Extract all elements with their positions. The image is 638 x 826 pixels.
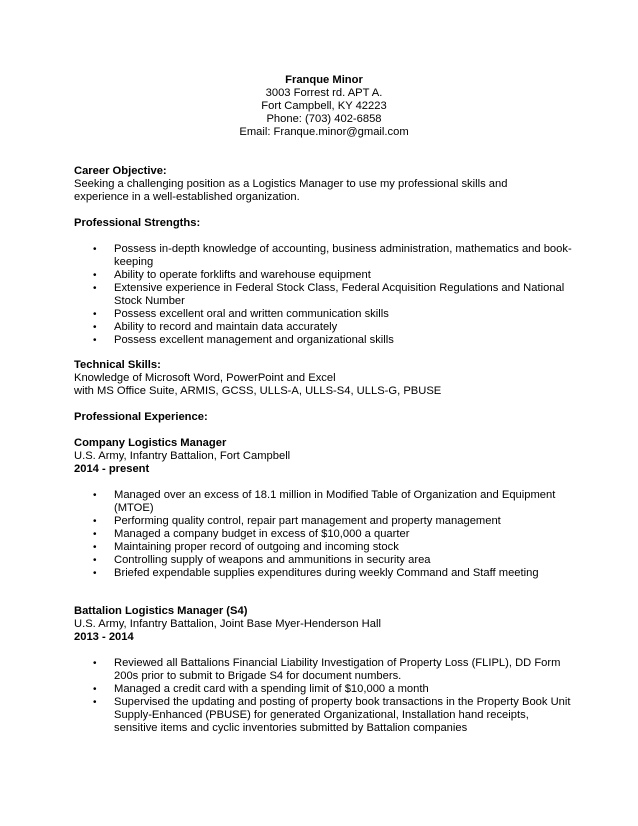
technical-skills-title: Technical Skills: <box>74 359 161 371</box>
strengths-title: Professional Strengths: <box>74 217 201 229</box>
list-item: • Maintaining proper record of outgoing and incoming stock <box>93 541 399 553</box>
list-item: • Possess excellent management and organizational skills <box>93 334 394 346</box>
candidate-name: Franque Minor <box>285 74 363 86</box>
bullet-icon: • <box>93 322 97 333</box>
strengths-list <box>74 243 574 347</box>
career-objective-title: Career Objective: <box>74 165 167 177</box>
career-objective-line: experience in a well-established organization. <box>74 191 300 203</box>
list-item: • Performing quality control, repair part management and property management <box>93 515 501 527</box>
bullet-icon: • <box>93 697 97 708</box>
address-line-1: 3003 Forrest rd. APT A. <box>265 87 383 99</box>
list-item: • Ability to operate forklifts and warehouse equipment <box>93 269 371 281</box>
resume-header <box>74 74 574 139</box>
job-duties-list <box>74 657 574 735</box>
job-entry <box>74 437 574 580</box>
bullet-icon: • <box>93 542 97 553</box>
experience-title: Professional Experience: <box>74 411 208 423</box>
list-item: • Reviewed all Battalions Financial Liability Investigation of Property Loss (FLIPL), DD Form 200s prior to submit to Brigade S4 for document numbers. <box>93 657 561 682</box>
bullet-icon: • <box>93 335 97 346</box>
list-item: • Managed over an excess of 18.1 million in Modified Table of Organization and Equipment (MTOE) <box>93 489 556 514</box>
bullet-icon: • <box>93 555 97 566</box>
job-title: Company Logistics Manager <box>74 437 227 449</box>
list-item: • Ability to record and maintain data accurately <box>93 321 338 333</box>
bullet-icon: • <box>93 568 97 579</box>
email-line: Email: Franque.minor@gmail.com <box>239 126 409 138</box>
bullet-icon: • <box>93 516 97 527</box>
job-organization: U.S. Army, Infantry Battalion, Fort Campbell <box>74 450 291 462</box>
list-item: • Extensive experience in Federal Stock Class, Federal Acquisition Regulations and National Stock Number <box>93 282 565 307</box>
job-title: Battalion Logistics Manager (S4) <box>74 605 248 617</box>
bullet-icon: • <box>93 283 97 294</box>
bullet-icon: • <box>93 529 97 540</box>
list-item: • Managed a credit card with a spending limit of $10,000 a month <box>93 683 429 695</box>
address-line-2: Fort Campbell, KY 42223 <box>261 100 387 112</box>
bullet-icon: • <box>93 490 97 501</box>
job-duties-list <box>74 489 574 580</box>
career-objective-line: Seeking a challenging position as a Logistics Manager to use my professional skills and <box>74 178 508 190</box>
bullet-icon: • <box>93 684 97 695</box>
technical-skills-line: with MS Office Suite, ARMIS, GCSS, ULLS-A, ULLS-S4, ULLS-G, PBUSE <box>74 385 442 397</box>
list-item: • Possess in-depth knowledge of accounting, business administration, mathematics and book-keeping <box>93 243 572 268</box>
career-objective-section <box>74 165 574 204</box>
technical-skills-line: Knowledge of Microsoft Word, PowerPoint and Excel <box>74 372 336 384</box>
technical-skills-section <box>74 359 574 398</box>
resume-page <box>74 74 574 735</box>
list-item: • Controlling supply of weapons and ammunitions in security area <box>93 554 431 566</box>
list-item: • Managed a company budget in excess of $10,000 a quarter <box>93 528 410 540</box>
job-entry <box>74 605 574 735</box>
bullet-icon: • <box>93 309 97 320</box>
job-dates: 2013 - 2014 <box>74 631 134 643</box>
bullet-icon: • <box>93 270 97 281</box>
bullet-icon: • <box>93 658 97 669</box>
phone-line: Phone: (703) 402-6858 <box>266 113 382 125</box>
job-organization: U.S. Army, Infantry Battalion, Joint Base Myer-Henderson Hall <box>74 618 381 630</box>
list-item: • Possess excellent oral and written communication skills <box>93 308 389 320</box>
strengths-section <box>74 217 574 347</box>
list-item: • Supervised the updating and posting of property book transactions in the Property Book Unit Supply-Enhanced (PBUSE) for generated Organizational, Installation hand receipts, sensitive items and cyclic inventories submitted by Battalion companies <box>93 696 571 734</box>
bullet-icon: • <box>93 244 97 255</box>
list-item: • Briefed expendable supplies expenditures during weekly Command and Staff meeting <box>93 567 539 579</box>
job-dates: 2014 - present <box>74 463 150 475</box>
